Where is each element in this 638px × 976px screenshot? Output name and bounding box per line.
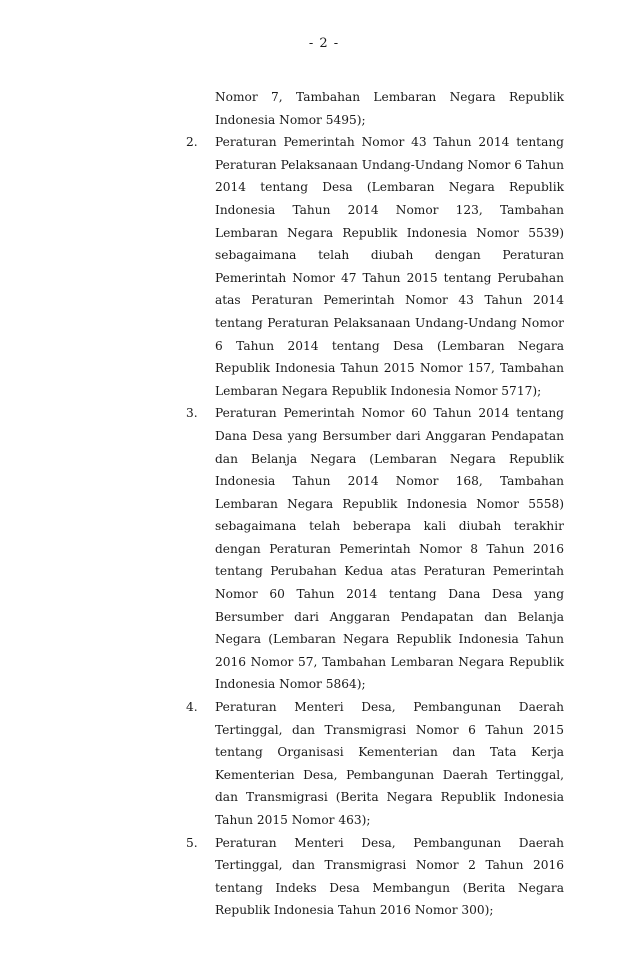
list-item-text: Peraturan Pemerintah Nomor 43 Tahun 2014 tentang Peraturan Pelaksanaan Undang-Undang Nomor 6 Tahun 2014 tentang Desa (Lembaran Negara Republik Indonesia Tahun 2014 Nomor 123, Tambahan Lembaran Negara Republik Indonesia Nomor 5539) sebagaimana telah diubah dengan Peraturan Pemerintah Nomor 47 Tahun 2015 tentang Perubahan atas Peraturan Pemerintah Nomor 43 Tahun 2014 tentang Peraturan Pelaksanaan Undang-Undang Nomor 6 Tahun 2014 tentang Desa (Lembaran Negara Republik Indonesia Tahun 2015 Nomor 157, Tambahan Lembaran Negara Republik Indonesia Nomor 5717);: [215, 135, 564, 398]
list-item-number: 4.: [186, 700, 198, 715]
list-item-text: Peraturan Menteri Desa, Pembangunan Daerah Tertinggal, dan Transmigrasi Nomor 6 Tahun 2015 tentang Organisasi Kementerian dan Tata Kerja Kementerian Desa, Pembangunan Daerah Tertinggal, dan Transmigrasi (Berita Negara Republik Indonesia Tahun 2015 Nomor 463);: [215, 700, 564, 827]
legal-basis-list: [186, 86, 564, 922]
list-item: [186, 696, 564, 832]
list-item: [186, 131, 564, 402]
page-number: - 2 -: [308, 36, 340, 51]
list-item-text: Peraturan Pemerintah Nomor 60 Tahun 2014 tentang Dana Desa yang Bersumber dari Anggaran Pendapatan dan Belanja Negara (Lembaran Negara Republik Indonesia Tahun 2014 Nomor 168, Tambahan Lembaran Negara Republik Indonesia Nomor 5558) sebagaimana telah beberapa kali diubah terakhir dengan Peraturan Pemerintah Nomor 8 Tahun 2016 tentang Perubahan Kedua atas Peraturan Pemerintah Nomor 60 Tahun 2014 tentang Dana Desa yang Bersumber dari Anggaran Pendapatan dan Belanja Negara (Lembaran Negara Republik Indonesia Tahun 2016 Nomor 57, Tambahan Lembaran Negara Republik Indonesia Nomor 5864);: [215, 406, 564, 692]
list-item: [186, 402, 564, 696]
continuation-text: Nomor 7, Tambahan Lembaran Negara Republik Indonesia Nomor 5495);: [215, 90, 564, 127]
list-item-number: 2.: [186, 135, 198, 150]
list-item-number: 5.: [186, 835, 198, 850]
list-item-text: Peraturan Menteri Desa, Pembangunan Daerah Tertinggal, dan Transmigrasi Nomor 2 Tahun 2016 tentang Indeks Desa Membangun (Berita Negara Republik Indonesia Tahun 2016 Nomor 300);: [215, 835, 564, 918]
list-item: [186, 832, 564, 922]
list-item-number: 3.: [186, 406, 198, 421]
